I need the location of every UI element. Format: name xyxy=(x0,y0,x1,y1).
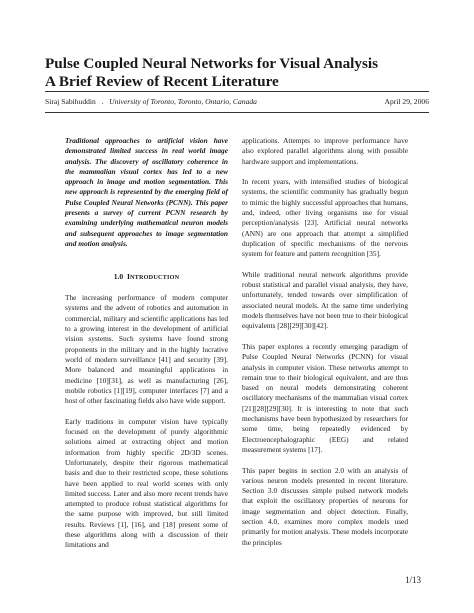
right-paragraph: This paper begins in section 2.0 with an analysis of various neuron models presented in recent literature. Section 3.0 discusses simple pulsed network models that exploit the oscillatory properties of neurons for image segmentation and object detection. Finally, section 4.0, examines more complex models used primarily for motion analysis. These models incorporate the principles xyxy=(242,465,408,547)
page-number: 1/13 xyxy=(405,575,422,585)
right-paragraph: This paper explores a recently emerging paradigm of Pulse Coupled Neural Networks (PCNN) for visual analysis in computer vision. These networks attempt to remain true to their biological equivalent, and are thus based on neural models demonstrating coherent oscillatory mechanisms of the mammalian visual cortex [21][28][29][30]. It is interesting to note that such mechanisms have been hypothesized by researchers for some time, being repeatedly evidenced by Electroencephalographic (EEG) and related measurement systems [17]. xyxy=(242,341,408,454)
left-paragraph: The increasing performance of modern computer systems and the advent of robotics and automation in commercial, military and scientific applications has led to a growing interest in the development of artificial vision systems. Such systems have found strong proponents in the military and in the highly lucrative world of modern surveillance [41] and security [39]. More balanced and meaningful applications in medicine [10][31], as well as manufacturing [26], mobile robotics [1][19], computer interfaces [7] and a host of other fascinating fields also have wide support. xyxy=(65,293,228,406)
abstract: Traditional approaches to artificial vision have demonstrated limited success in real world image analysis. The discovery of oscillatory coherence in the mammalian visual cortex has led to a new approach in image and motion segmentation. This new approach is represented by the emerging field of Pulse Coupled Neural Networks (PCNN). This paper presents a survey of current PCNN research by examining underlying mathematical neuron models and subsequent approaches to image segmentation and motion analysis. xyxy=(65,136,228,248)
title-line-1: Pulse Coupled Neural Networks for Visual Analysis xyxy=(45,55,379,72)
section-heading: 1.0 INTRODUCTION xyxy=(113,271,180,281)
author-name: Siraj Sabihuddin xyxy=(45,97,96,106)
left-paragraph: Early traditions in computer vision have typically focused on the development of purely algorithmic solutions aimed at extracting object and motion information from highly specific 2D/3D scenes. Unfortunately, despite their rigorous mathematical basis and due to their restricted scope, these solutions have been applied to real world scenes with only limited success. Later and also more recent trends have attempted to produce robust statistical algorithms for the same purpose with improved, but still limited results. Reviews [1], [16], and [18] present some of these algorithms along with a discussion of their limitations and xyxy=(65,416,228,550)
right-column xyxy=(242,136,408,558)
right-paragraph: While traditional neural network algorithms provide robust statistical and parallel visual analysis, they have, unfortunately, tended towards over simplification of associated neural models. At the same time underlying models themselves have not been true to their biological equivalents [28][29][30][42]. xyxy=(242,269,408,331)
left-column xyxy=(65,136,228,561)
top-rule xyxy=(45,91,429,92)
paper-date: April 29, 2006 xyxy=(384,97,429,106)
right-paragraph: In recent years, with intensified studies of biological systems, the scientific community has gradually begun to mimic the highly successful approaches that humans, and, indeed, other living organisms use for visual perception/analysis [23]. Artificial neural networks (ANN) are one approach that attempt a simplified duplication of specific mechanisms of the nervous system for feature and pattern recognition [35]. xyxy=(242,177,408,259)
author-line: Siraj Sabihuddin . University of Toronto, Toronto, Ontario, Canada April 29, 2006 xyxy=(45,97,429,106)
bottom-rule xyxy=(45,112,429,113)
paper-title xyxy=(45,55,445,91)
author-affiliation: University of Toronto, Toronto, Ontario, Canada xyxy=(109,97,257,106)
right-paragraph: applications. Attempts to improve performance have also explored parallel algorithms along with possible hardware support and implementations. xyxy=(242,136,408,166)
title-line-2: A Brief Review of Recent Literature xyxy=(45,73,279,90)
